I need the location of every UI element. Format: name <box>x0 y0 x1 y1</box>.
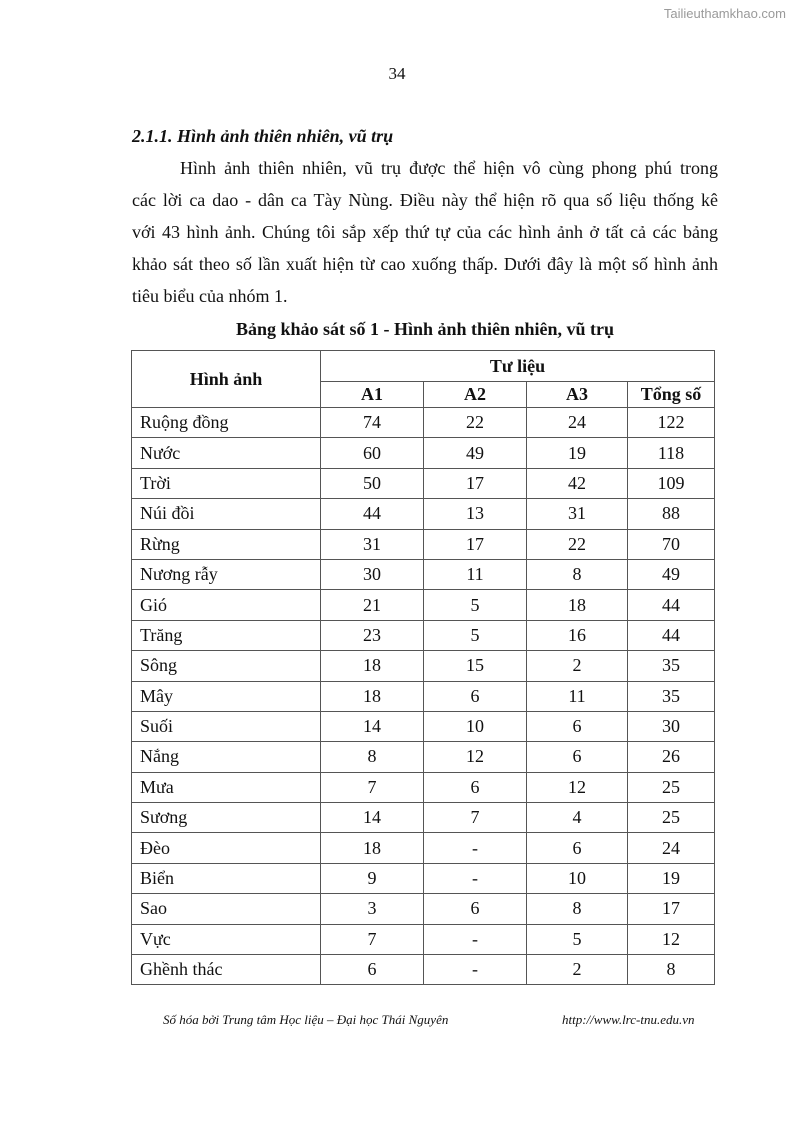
value-cell: 6 <box>527 711 628 741</box>
value-cell: 7 <box>321 924 424 954</box>
image-name-cell: Sương <box>132 803 321 833</box>
value-cell: 6 <box>527 742 628 772</box>
image-name-cell: Suối <box>132 711 321 741</box>
value-cell: - <box>424 833 527 863</box>
page-number: 34 <box>388 64 406 83</box>
table-row <box>132 499 715 529</box>
survey-table <box>131 350 715 985</box>
value-cell: 2 <box>527 651 628 681</box>
value-cell: 21 <box>321 590 424 620</box>
table-row <box>132 955 715 985</box>
value-cell: 88 <box>628 499 715 529</box>
value-cell: 11 <box>424 559 527 589</box>
value-cell: 35 <box>628 651 715 681</box>
value-cell: 18 <box>527 590 628 620</box>
value-cell: 24 <box>628 833 715 863</box>
image-name-cell: Biển <box>132 863 321 893</box>
table-row <box>132 772 715 802</box>
table-row <box>132 559 715 589</box>
value-cell: 74 <box>321 408 424 438</box>
value-cell: 19 <box>628 863 715 893</box>
value-cell: 5 <box>424 620 527 650</box>
header-image: Hình ảnh <box>132 351 321 408</box>
value-cell: 9 <box>321 863 424 893</box>
value-cell: 109 <box>628 468 715 498</box>
value-cell: 50 <box>321 468 424 498</box>
image-name-cell: Gió <box>132 590 321 620</box>
value-cell: 42 <box>527 468 628 498</box>
value-cell: 26 <box>628 742 715 772</box>
value-cell: 12 <box>424 742 527 772</box>
value-cell: 44 <box>321 499 424 529</box>
value-cell: 7 <box>321 772 424 802</box>
image-name-cell: Mưa <box>132 772 321 802</box>
value-cell: 10 <box>527 863 628 893</box>
image-name-cell: Nắng <box>132 742 321 772</box>
value-cell: 44 <box>628 590 715 620</box>
table-row <box>132 590 715 620</box>
paragraph-line: các lời ca dao - dân ca Tày Nùng. Điều này thể hiện rõ qua số liệu thống kê <box>132 190 718 210</box>
image-name-cell: Ghềnh thác <box>132 955 321 985</box>
value-cell: - <box>424 863 527 893</box>
table-row <box>132 620 715 650</box>
value-cell: 3 <box>321 894 424 924</box>
value-cell: 6 <box>527 833 628 863</box>
value-cell: 5 <box>424 590 527 620</box>
value-cell: 24 <box>527 408 628 438</box>
image-name-cell: Đèo <box>132 833 321 863</box>
value-cell: 118 <box>628 438 715 468</box>
image-name-cell: Sao <box>132 894 321 924</box>
table-row <box>132 681 715 711</box>
value-cell: 6 <box>424 681 527 711</box>
value-cell: 6 <box>424 894 527 924</box>
value-cell: 8 <box>321 742 424 772</box>
value-cell: 49 <box>628 559 715 589</box>
value-cell: 16 <box>527 620 628 650</box>
image-name-cell: Ruộng đồng <box>132 408 321 438</box>
table-row <box>132 742 715 772</box>
value-cell: 122 <box>628 408 715 438</box>
paragraph-line: Hình ảnh thiên nhiên, vũ trụ được thể hiện vô cùng phong phú trong <box>180 158 718 178</box>
paragraph-line: với 43 hình ảnh. Chúng tôi sắp xếp thứ tự của các hình ảnh ở tất cả các bảng <box>132 222 718 242</box>
table-row <box>132 529 715 559</box>
value-cell: - <box>424 924 527 954</box>
value-cell: 8 <box>628 955 715 985</box>
image-name-cell: Mây <box>132 681 321 711</box>
footer-left: Số hóa bởi Trung tâm Học liệu – Đại học Thái Nguyên <box>163 1012 449 1027</box>
value-cell: 11 <box>527 681 628 711</box>
value-cell: 2 <box>527 955 628 985</box>
table-row <box>132 894 715 924</box>
value-cell: 8 <box>527 894 628 924</box>
value-cell: 12 <box>527 772 628 802</box>
table-row <box>132 833 715 863</box>
value-cell: 31 <box>321 529 424 559</box>
value-cell: 6 <box>321 955 424 985</box>
value-cell: 30 <box>321 559 424 589</box>
value-cell: 22 <box>424 408 527 438</box>
table-row <box>132 711 715 741</box>
value-cell: 18 <box>321 651 424 681</box>
header-a2: A2 <box>424 382 527 408</box>
value-cell: 12 <box>628 924 715 954</box>
table-row <box>132 438 715 468</box>
value-cell: 44 <box>628 620 715 650</box>
image-name-cell: Nước <box>132 438 321 468</box>
value-cell: 30 <box>628 711 715 741</box>
watermark: Tailieuthamkhao.com <box>663 6 786 21</box>
value-cell: 25 <box>628 803 715 833</box>
paragraph-line: khảo sát theo số lần xuất hiện từ cao xuống thấp. Dưới đây là một số hình ảnh <box>132 254 718 274</box>
value-cell: 31 <box>527 499 628 529</box>
image-name-cell: Trời <box>132 468 321 498</box>
value-cell: 13 <box>424 499 527 529</box>
value-cell: 49 <box>424 438 527 468</box>
table-caption: Bảng khảo sát số 1 - Hình ảnh thiên nhiên, vũ trụ <box>235 319 615 339</box>
value-cell: 15 <box>424 651 527 681</box>
value-cell: 10 <box>424 711 527 741</box>
table-row <box>132 468 715 498</box>
value-cell: 18 <box>321 681 424 711</box>
table-row <box>132 408 715 438</box>
value-cell: 4 <box>527 803 628 833</box>
value-cell: 5 <box>527 924 628 954</box>
image-name-cell: Vực <box>132 924 321 954</box>
table-row <box>132 651 715 681</box>
value-cell: 60 <box>321 438 424 468</box>
table-row <box>132 803 715 833</box>
value-cell: 25 <box>628 772 715 802</box>
value-cell: 17 <box>424 529 527 559</box>
value-cell: 8 <box>527 559 628 589</box>
value-cell: 22 <box>527 529 628 559</box>
header-sources: Tư liệu <box>321 351 715 382</box>
image-name-cell: Sông <box>132 651 321 681</box>
header-a1: A1 <box>321 382 424 408</box>
value-cell: 6 <box>424 772 527 802</box>
table-row <box>132 863 715 893</box>
image-name-cell: Rừng <box>132 529 321 559</box>
image-name-cell: Trăng <box>132 620 321 650</box>
value-cell: 14 <box>321 711 424 741</box>
value-cell: - <box>424 955 527 985</box>
value-cell: 70 <box>628 529 715 559</box>
section-heading: 2.1.1. Hình ảnh thiên nhiên, vũ trụ <box>132 126 394 146</box>
footer-link[interactable]: http://www.lrc-tnu.edu.vn <box>562 1012 695 1027</box>
value-cell: 18 <box>321 833 424 863</box>
value-cell: 23 <box>321 620 424 650</box>
header-a3: A3 <box>527 382 628 408</box>
table-row <box>132 924 715 954</box>
paragraph-line: tiêu biểu của nhóm 1. <box>132 286 288 306</box>
value-cell: 17 <box>628 894 715 924</box>
value-cell: 7 <box>424 803 527 833</box>
image-name-cell: Núi đồi <box>132 499 321 529</box>
value-cell: 17 <box>424 468 527 498</box>
header-total: Tổng số <box>628 382 715 408</box>
image-name-cell: Nương rẫy <box>132 559 321 589</box>
value-cell: 35 <box>628 681 715 711</box>
value-cell: 14 <box>321 803 424 833</box>
value-cell: 19 <box>527 438 628 468</box>
